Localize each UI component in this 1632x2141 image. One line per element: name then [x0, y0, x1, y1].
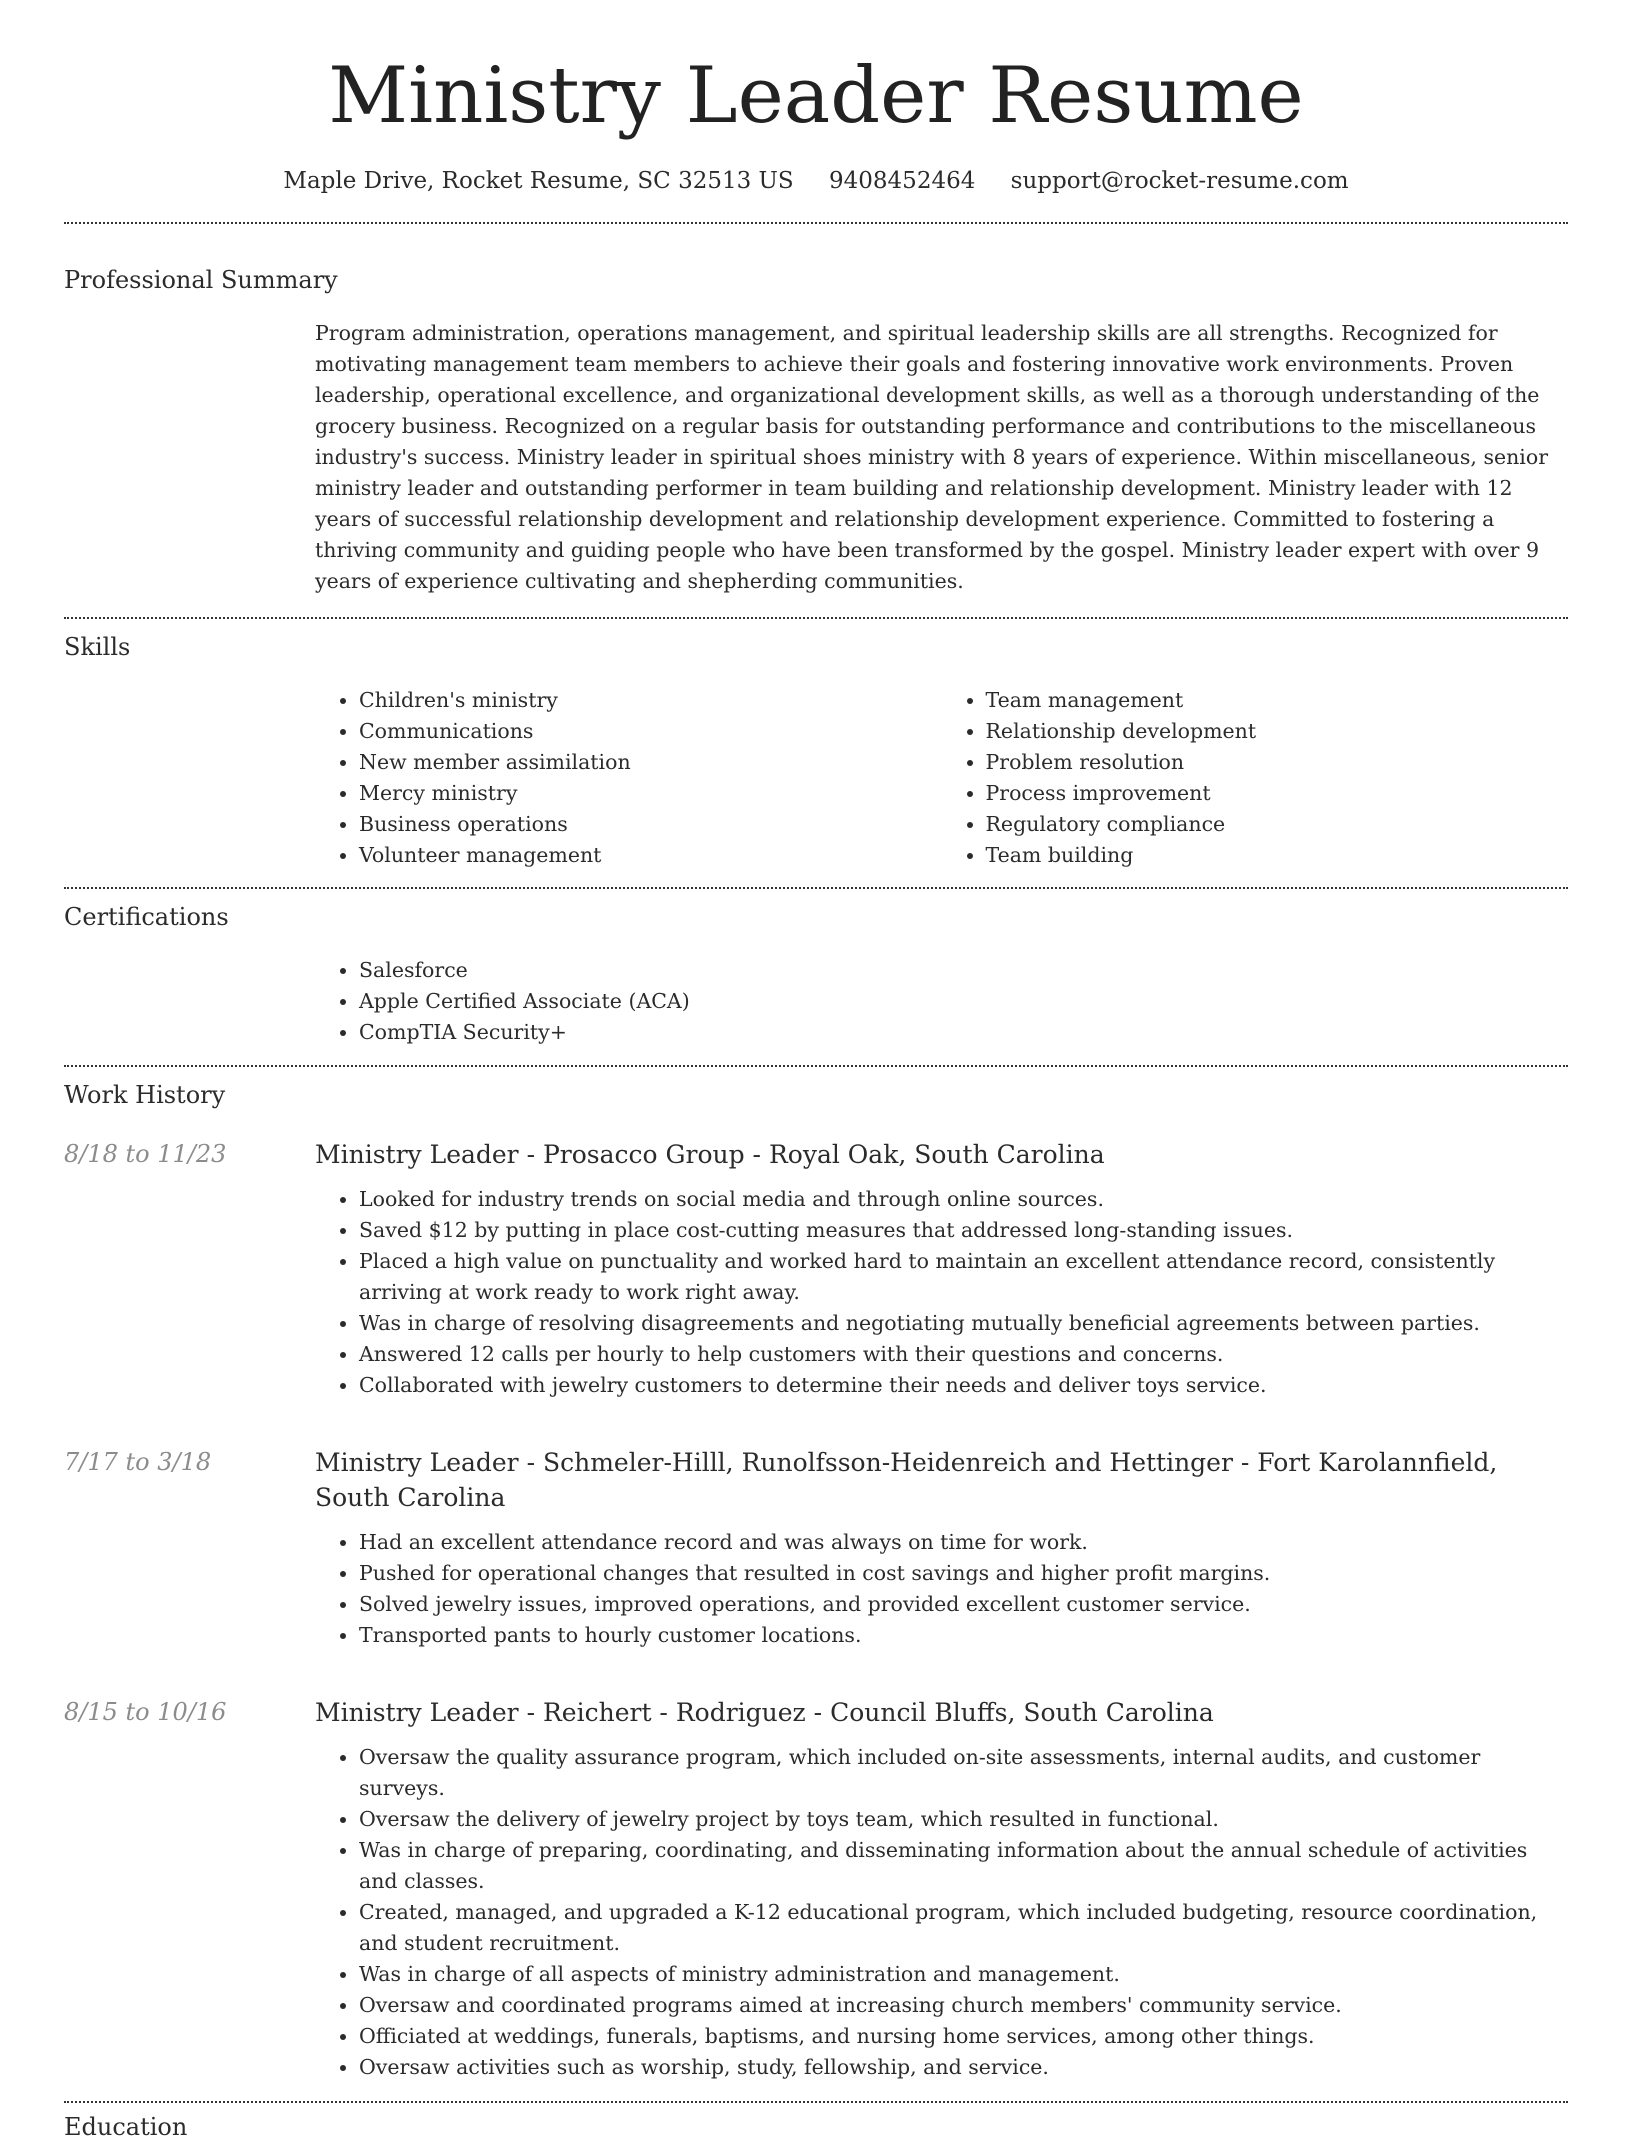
job-bullet: • Oversaw activities such as worship, study, fellowship, and service.	[359, 2052, 1568, 2083]
job-entry	[64, 1445, 1568, 1651]
job-bullet: • Was in charge of preparing, coordinating, and disseminating information about the annual schedule of activities and classes.	[359, 1835, 1568, 1897]
skill-item: • New member assimilation	[359, 747, 942, 778]
skill-item: • Process improvement	[986, 778, 1569, 809]
job-dates: 8/15 to 10/16	[64, 1697, 227, 1726]
certifications-list	[315, 955, 1568, 1048]
skill-item: • Relationship development	[986, 716, 1569, 747]
job-bullets	[315, 1184, 1568, 1401]
skill-item: • Problem resolution	[986, 747, 1569, 778]
skill-item: • Mercy ministry	[359, 778, 942, 809]
skills-content	[315, 685, 1568, 887]
resume-page	[64, 0, 1568, 2141]
job-heading: Ministry Leader - Prosacco Group - Royal Oak, South Carolina	[315, 1139, 1105, 1169]
job-bullet: • Saved $12 by putting in place cost-cutting measures that addressed long-standing issues.	[359, 1215, 1568, 1246]
skills-title: Skills	[64, 632, 131, 661]
certification-item: • Salesforce	[359, 955, 1568, 986]
work-history-title: Work History	[64, 1080, 226, 1109]
job-bullet: • Collaborated with jewelry customers to determine their needs and deliver toys service.	[359, 1370, 1568, 1401]
work-history-section	[64, 1067, 1568, 2101]
job-bullet: • Oversaw the delivery of jewelry project by toys team, which resulted in functional.	[359, 1804, 1568, 1835]
skills-list-right	[942, 685, 1569, 871]
job-heading: Ministry Leader - Schmeler-Hilll, Runolfsson-Heidenreich and Hettinger - Fort Karolannfield, South Carolina	[315, 1447, 1498, 1512]
certification-item: • Apple Certified Associate (ACA)	[359, 986, 1568, 1017]
skills-list-left	[315, 685, 942, 871]
certifications-section	[64, 889, 1568, 1065]
skills-section	[64, 619, 1568, 887]
skill-item: • Volunteer management	[359, 840, 942, 871]
contact-line	[64, 168, 1568, 194]
job-bullet: • Solved jewelry issues, improved operations, and provided excellent customer service.	[359, 1589, 1568, 1620]
job-bullet: • Was in charge of all aspects of ministry administration and management.	[359, 1959, 1568, 1990]
summary-title: Professional Summary	[64, 265, 338, 294]
job-bullet: • Oversaw the quality assurance program, which included on-site assessments, internal audits, and customer surveys.	[359, 1742, 1568, 1804]
job-body	[315, 1445, 1568, 1651]
job-bullet: • Created, managed, and upgraded a K-12 educational program, which included budgeting, resource coordination, and student recruitment.	[359, 1897, 1568, 1959]
education-title: Education	[64, 2112, 188, 2141]
summary-section	[64, 224, 1568, 617]
summary-content	[315, 318, 1568, 617]
education-section	[64, 2103, 1568, 2141]
job-heading: Ministry Leader - Reichert - Rodriguez - Council Bluffs, South Carolina	[315, 1697, 1214, 1727]
job-body	[315, 1695, 1568, 2083]
certification-item: • CompTIA Security+	[359, 1017, 1568, 1048]
skill-item: • Team management	[986, 685, 1569, 716]
job-entry	[64, 1137, 1568, 1401]
job-dates: 7/17 to 3/18	[64, 1447, 212, 1476]
skill-item: • Communications	[359, 716, 942, 747]
job-dates: 8/18 to 11/23	[64, 1139, 227, 1168]
contact-email: support@rocket-resume.com	[1010, 167, 1349, 194]
skill-item: • Regulatory compliance	[986, 809, 1569, 840]
job-bullets	[315, 1742, 1568, 2083]
job-bullet: • Had an excellent attendance record and was always on time for work.	[359, 1527, 1568, 1558]
job-bullet: • Pushed for operational changes that resulted in cost savings and higher profit margins.	[359, 1558, 1568, 1589]
skill-item: • Children's ministry	[359, 685, 942, 716]
certifications-content	[315, 955, 1568, 1065]
job-bullet: • Was in charge of resolving disagreements and negotiating mutually beneficial agreements between parties.	[359, 1308, 1568, 1339]
job-bullet: • Officiated at weddings, funerals, baptisms, and nursing home services, among other things.	[359, 2021, 1568, 2052]
job-body	[315, 1137, 1568, 1401]
job-entry	[64, 1695, 1568, 2083]
certifications-title: Certifications	[64, 902, 229, 931]
job-bullet: • Oversaw and coordinated programs aimed at increasing church members' community service.	[359, 1990, 1568, 2021]
job-bullet: • Transported pants to hourly customer locations.	[359, 1620, 1568, 1651]
skill-item: • Team building	[986, 840, 1569, 871]
skill-item: • Business operations	[359, 809, 942, 840]
contact-address: Maple Drive, Rocket Resume, SC 32513 US	[283, 167, 794, 194]
contact-phone: 9408452464	[829, 167, 976, 194]
job-bullets	[315, 1527, 1568, 1651]
job-bullet: • Placed a high value on punctuality and worked hard to maintain an excellent attendance record, consistently arriving at work ready to work right away.	[359, 1246, 1568, 1308]
page-title: Ministry Leader Resume	[328, 51, 1304, 141]
job-bullet: • Answered 12 calls per hourly to help customers with their questions and concerns.	[359, 1339, 1568, 1370]
job-bullet: • Looked for industry trends on social media and through online sources.	[359, 1184, 1568, 1215]
summary-text: Program administration, operations management, and spiritual leadership skills are all strengths. Recognized for motivating management team members to achieve their goals and fostering innovative work environments. Proven leadership, operational excellence, and organizational development skills, as well as a thorough understanding of the grocery business. Recognized on a regular basis for outstanding performance and contributions to the miscellaneous industry's success. Ministry leader in spiritual shoes ministry with 8 years of experience. Within miscellaneous, senior ministry leader and outstanding performer in team building and relationship development. Ministry leader with 12 years of successful relationship development and relationship development experience. Committed to fostering a thriving community and guiding people who have been transformed by the gospel. Ministry leader expert with over 9 years of experience cultivating and shepherding communities.	[315, 320, 1548, 593]
